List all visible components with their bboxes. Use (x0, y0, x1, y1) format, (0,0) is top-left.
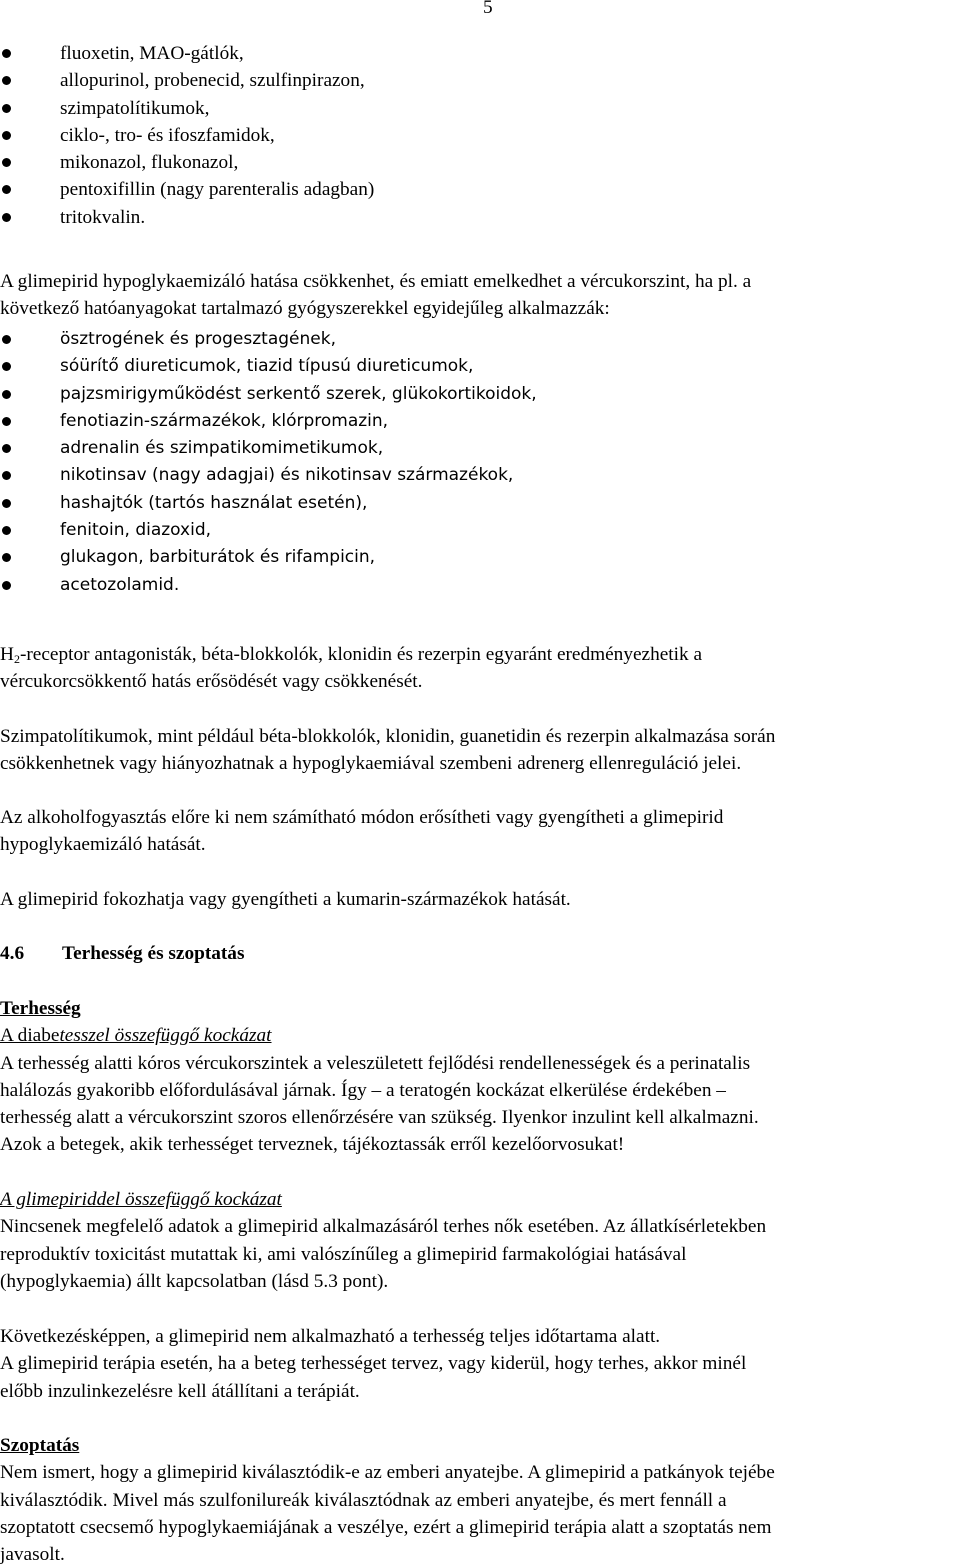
diabetes-heading-plain: A diabe (0, 1025, 60, 1047)
text-line: szoptatott csecsemő hypoglykaemiájának a veszélye, ezért a glimepirid terápia alatt a szoptatás nem (0, 1516, 772, 1538)
h2-antagonist-paragraph (0, 641, 960, 696)
text-line: csökkenhetnek vagy hiányozhatnak a hypoglykaemiával szembeni adrenerg ellenreguláció jelei. (0, 753, 742, 775)
lactation-heading: Szoptatás (0, 1435, 80, 1456)
list-item: pajzsmirigyműködést serkentő szerek, glükokortikoidok, (0, 381, 960, 408)
text-line: A glimepirid terápia esetén, ha a beteg terhességet tervez, vagy kiderül, hogy terhes, akkor minél (0, 1353, 747, 1375)
pregnancy-section (0, 995, 960, 1159)
text-line: következő hatóanyagokat tartalmazó gyógyszerekkel egyidejűleg alkalmazzák: (0, 298, 610, 320)
text-line: (hypoglykaemia) állt kapcsolatban (lásd 5.3 pont). (0, 1270, 389, 1292)
text-line (0, 641, 960, 668)
list-item: glukagon, barbiturátok és rifampicin, (0, 544, 960, 571)
subscript-two: 2 (13, 652, 20, 666)
diabetes-heading-italic: tesszel összefüggő kockázat (59, 1025, 272, 1047)
diabetes-risk-heading (0, 1022, 960, 1049)
text-line: halálozás gyakoribb előfordulásával járnak. Így – a teratogén kockázat elkerülése érdekében – (0, 1079, 726, 1101)
list-item: tritokvalin. (0, 204, 960, 231)
interaction-list-increase (0, 40, 960, 231)
page-number: 5 (483, 0, 493, 18)
section-title: Terhesség és szoptatás (62, 943, 245, 964)
text-line: terhesség alatt a vércukorszint szoros ellenőrzésére van szükség. Ilyenkor inzulint kell alkalmazni. (0, 1107, 759, 1129)
section-number: 4.6 (0, 943, 25, 964)
text-line: Azok a betegek, akik terhességet terveznek, tájékoztassák erről kezelőorvosukat! (0, 1134, 625, 1156)
consequence-paragraph (0, 1323, 960, 1405)
text-line: Következésképpen, a glimepirid nem alkalmazható a terhesség teljes időtartama alatt. (0, 1326, 661, 1347)
text-line: A glimepirid hypoglykaemizáló hatása csökkenhet, és emiatt emelkedhet a vércukorszint, ha pl. a (0, 271, 752, 292)
coumarin-paragraph: A glimepirid fokozhatja vagy gyengítheti a kumarin-származékok hatását. (0, 889, 571, 910)
list-item: ciklo-, tro- és ifoszfamidok, (0, 122, 960, 149)
sympatholytics-paragraph (0, 723, 960, 778)
list-item: mikonazol, flukonazol, (0, 149, 960, 176)
glimepiride-risk-heading: A glimepiriddel összefüggő kockázat (0, 1189, 282, 1210)
alcohol-paragraph (0, 804, 960, 859)
text-line: előbb inzulinkezelésre kell átállítani a terápiát. (0, 1380, 360, 1402)
text-line: vércukorcsökkentő hatás erősödését vagy csökkenését. (0, 671, 423, 693)
list-item: fenotiazin-származékok, klórpromazin, (0, 408, 960, 435)
list-item: sóürítő diureticumok, tiazid típusú diureticumok, (0, 353, 960, 380)
text-line: reproduktív toxicitást mutattak ki, ami valószínűleg a glimepirid farmakológiai hatásával (0, 1243, 687, 1265)
section-heading (0, 940, 960, 967)
pregnancy-heading: Terhesség (0, 998, 81, 1019)
h-letter: H (0, 644, 14, 665)
list-item: fluoxetin, MAO-gátlók, (0, 40, 960, 67)
list-item: ösztrogének és progesztagének, (0, 326, 960, 353)
text-line: hypoglykaemizáló hatását. (0, 834, 206, 856)
list-item: allopurinol, probenecid, szulfinpirazon, (0, 67, 960, 94)
list-item: acetozolamid. (0, 572, 960, 599)
glimepiride-risk-section (0, 1186, 960, 1295)
interaction-list-decrease (0, 326, 960, 599)
text-line: javasolt. (0, 1544, 65, 1566)
text-line: Nincsenek megfelelő adatok a glimepirid alkalmazásáról terhes nők esetében. Az állatkísérletekben (0, 1216, 767, 1238)
decrease-intro-paragraph (0, 268, 960, 323)
text-line: A terhesség alatti kóros vércukorszintek a veleszületett fejlődési rendellenességek és a perinatalis (0, 1052, 751, 1074)
lactation-section (0, 1432, 960, 1568)
list-item: pentoxifillin (nagy parenteralis adagban) (0, 176, 960, 203)
h2-line1-text: -receptor antagonisták, béta-blokkolók, klonidin és rezerpin egyaránt eredményezhetik a (19, 644, 703, 665)
text-line: Szimpatolítikumok, mint például béta-blokkolók, klonidin, guanetidin és rezerpin alkalmazása során (0, 726, 776, 747)
list-item: nikotinsav (nagy adagjai) és nikotinsav származékok, (0, 462, 960, 489)
list-item: szimpatolítikumok, (0, 95, 960, 122)
list-item: hashajtók (tartós használat esetén), (0, 490, 960, 517)
text-line: kiválasztódik. Mivel más szulfonilureák kiválasztódnak az emberi anyatejbe, és mert fennáll a (0, 1489, 727, 1511)
text-line: Az alkoholfogyasztás előre ki nem számítható módon erősítheti vagy gyengítheti a glimepirid (0, 807, 724, 828)
list-item: adrenalin és szimpatikomimetikumok, (0, 435, 960, 462)
list-item: fenitoin, diazoxid, (0, 517, 960, 544)
text-line: Nem ismert, hogy a glimepirid kiválasztódik-e az emberi anyatejbe. A glimepirid a patkányok tejébe (0, 1462, 775, 1484)
